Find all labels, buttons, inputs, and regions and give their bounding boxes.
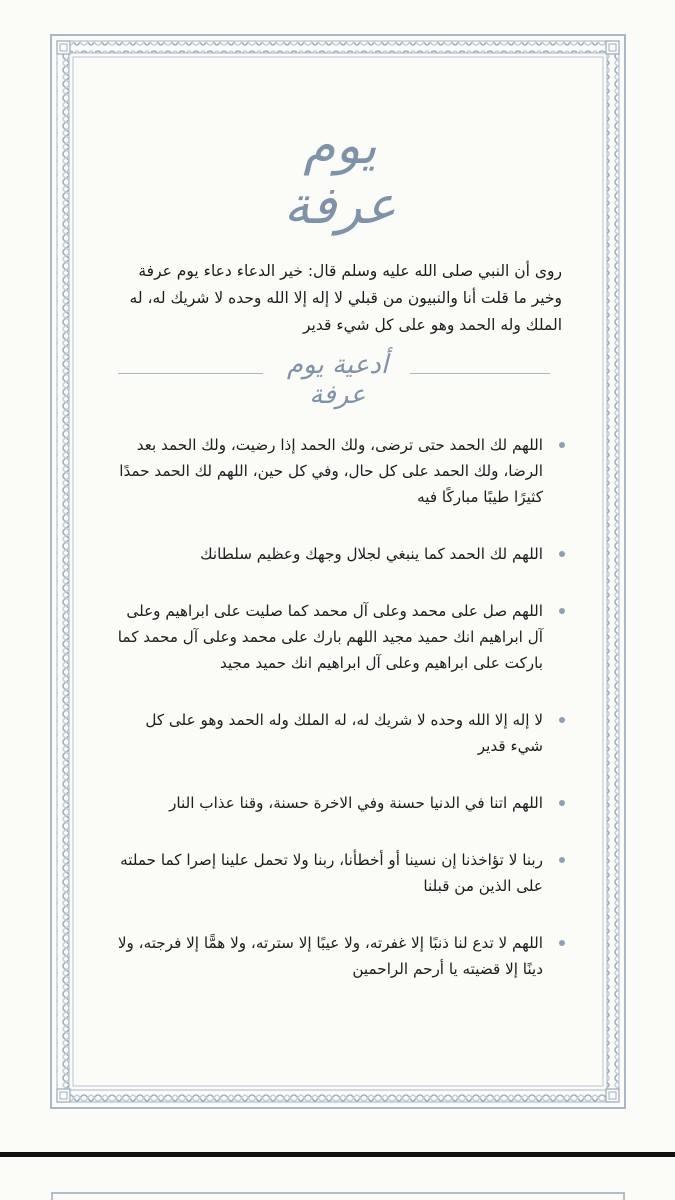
dua-text: اللهم لا تدع لنا ذنبًا إلا غفرته، ولا عيبًا إلا سترته، ولا همًّا إلا فرجته، ولا دينًا إلا قضيته يا أرحم الراحمين xyxy=(117,934,543,978)
section-title: أدعية يوم عرفة xyxy=(286,350,389,410)
list-item xyxy=(110,541,565,567)
dua-text: اللهم لك الحمد حتى ترضى، ولك الحمد إذا رضيت، ولك الحمد بعد الرضا، ولك الحمد على كل حال، وفي كل حين، اللهم لك الحمد حمدًا كثيرًا طيبًا مباركًا فيه xyxy=(119,436,543,506)
dua-text: ربنا لا تؤاخذنا إن نسينا أو أخطأنا، ربنا ولا تحمل علينا إصرا كما حملته على الذين من قبلنا xyxy=(120,851,543,895)
dua-text: لا إله إلا الله وحده لا شريك له، له الملك وله الحمد وهو على كل شيء قدير xyxy=(145,711,543,755)
next-page xyxy=(0,1157,675,1200)
list-item xyxy=(110,598,565,676)
section-heading xyxy=(110,350,565,410)
list-item xyxy=(110,790,565,816)
bullet-icon xyxy=(559,608,565,614)
dua-list xyxy=(110,432,565,982)
bullet-icon xyxy=(559,551,565,557)
title-block xyxy=(240,112,440,236)
next-page-border xyxy=(51,1192,625,1200)
section-divider-right xyxy=(410,373,550,374)
bullet-icon xyxy=(559,442,565,448)
intro-paragraph: روى أن النبي صلى الله عليه وسلم قال: خير الدعاء دعاء يوم عرفة وخير ما قلت أنا والنبيون من قبلي لا إله إلا الله وحده لا شريك له، له الملك وله الحمد وهو على كل شيء قدير xyxy=(129,261,562,334)
section-divider-left xyxy=(118,373,263,374)
list-item xyxy=(110,432,565,510)
bullet-icon xyxy=(559,940,565,946)
bullet-icon xyxy=(559,717,565,723)
list-item xyxy=(110,930,565,982)
bullet-icon xyxy=(559,857,565,863)
list-item xyxy=(110,847,565,899)
list-item xyxy=(110,707,565,759)
dua-text: اللهم لك الحمد كما ينبغي لجلال وجهك وعظيم سلطانك xyxy=(200,545,543,563)
page-title: يوم عرفة xyxy=(283,116,397,236)
bullet-icon xyxy=(559,800,565,806)
dua-text: اللهم صل على محمد وعلى آل محمد كما صليت على ابراهيم وعلى آل ابراهيم انك حميد مجيد اللهم بارك على محمد وعلى آل محمد كما باركت على ابراهيم وعلى آل ابراهيم انك حميد مجيد xyxy=(117,602,543,672)
dua-text: اللهم اتنا في الدنيا حسنة وفي الاخرة حسنة، وقنا عذاب النار xyxy=(169,794,543,812)
